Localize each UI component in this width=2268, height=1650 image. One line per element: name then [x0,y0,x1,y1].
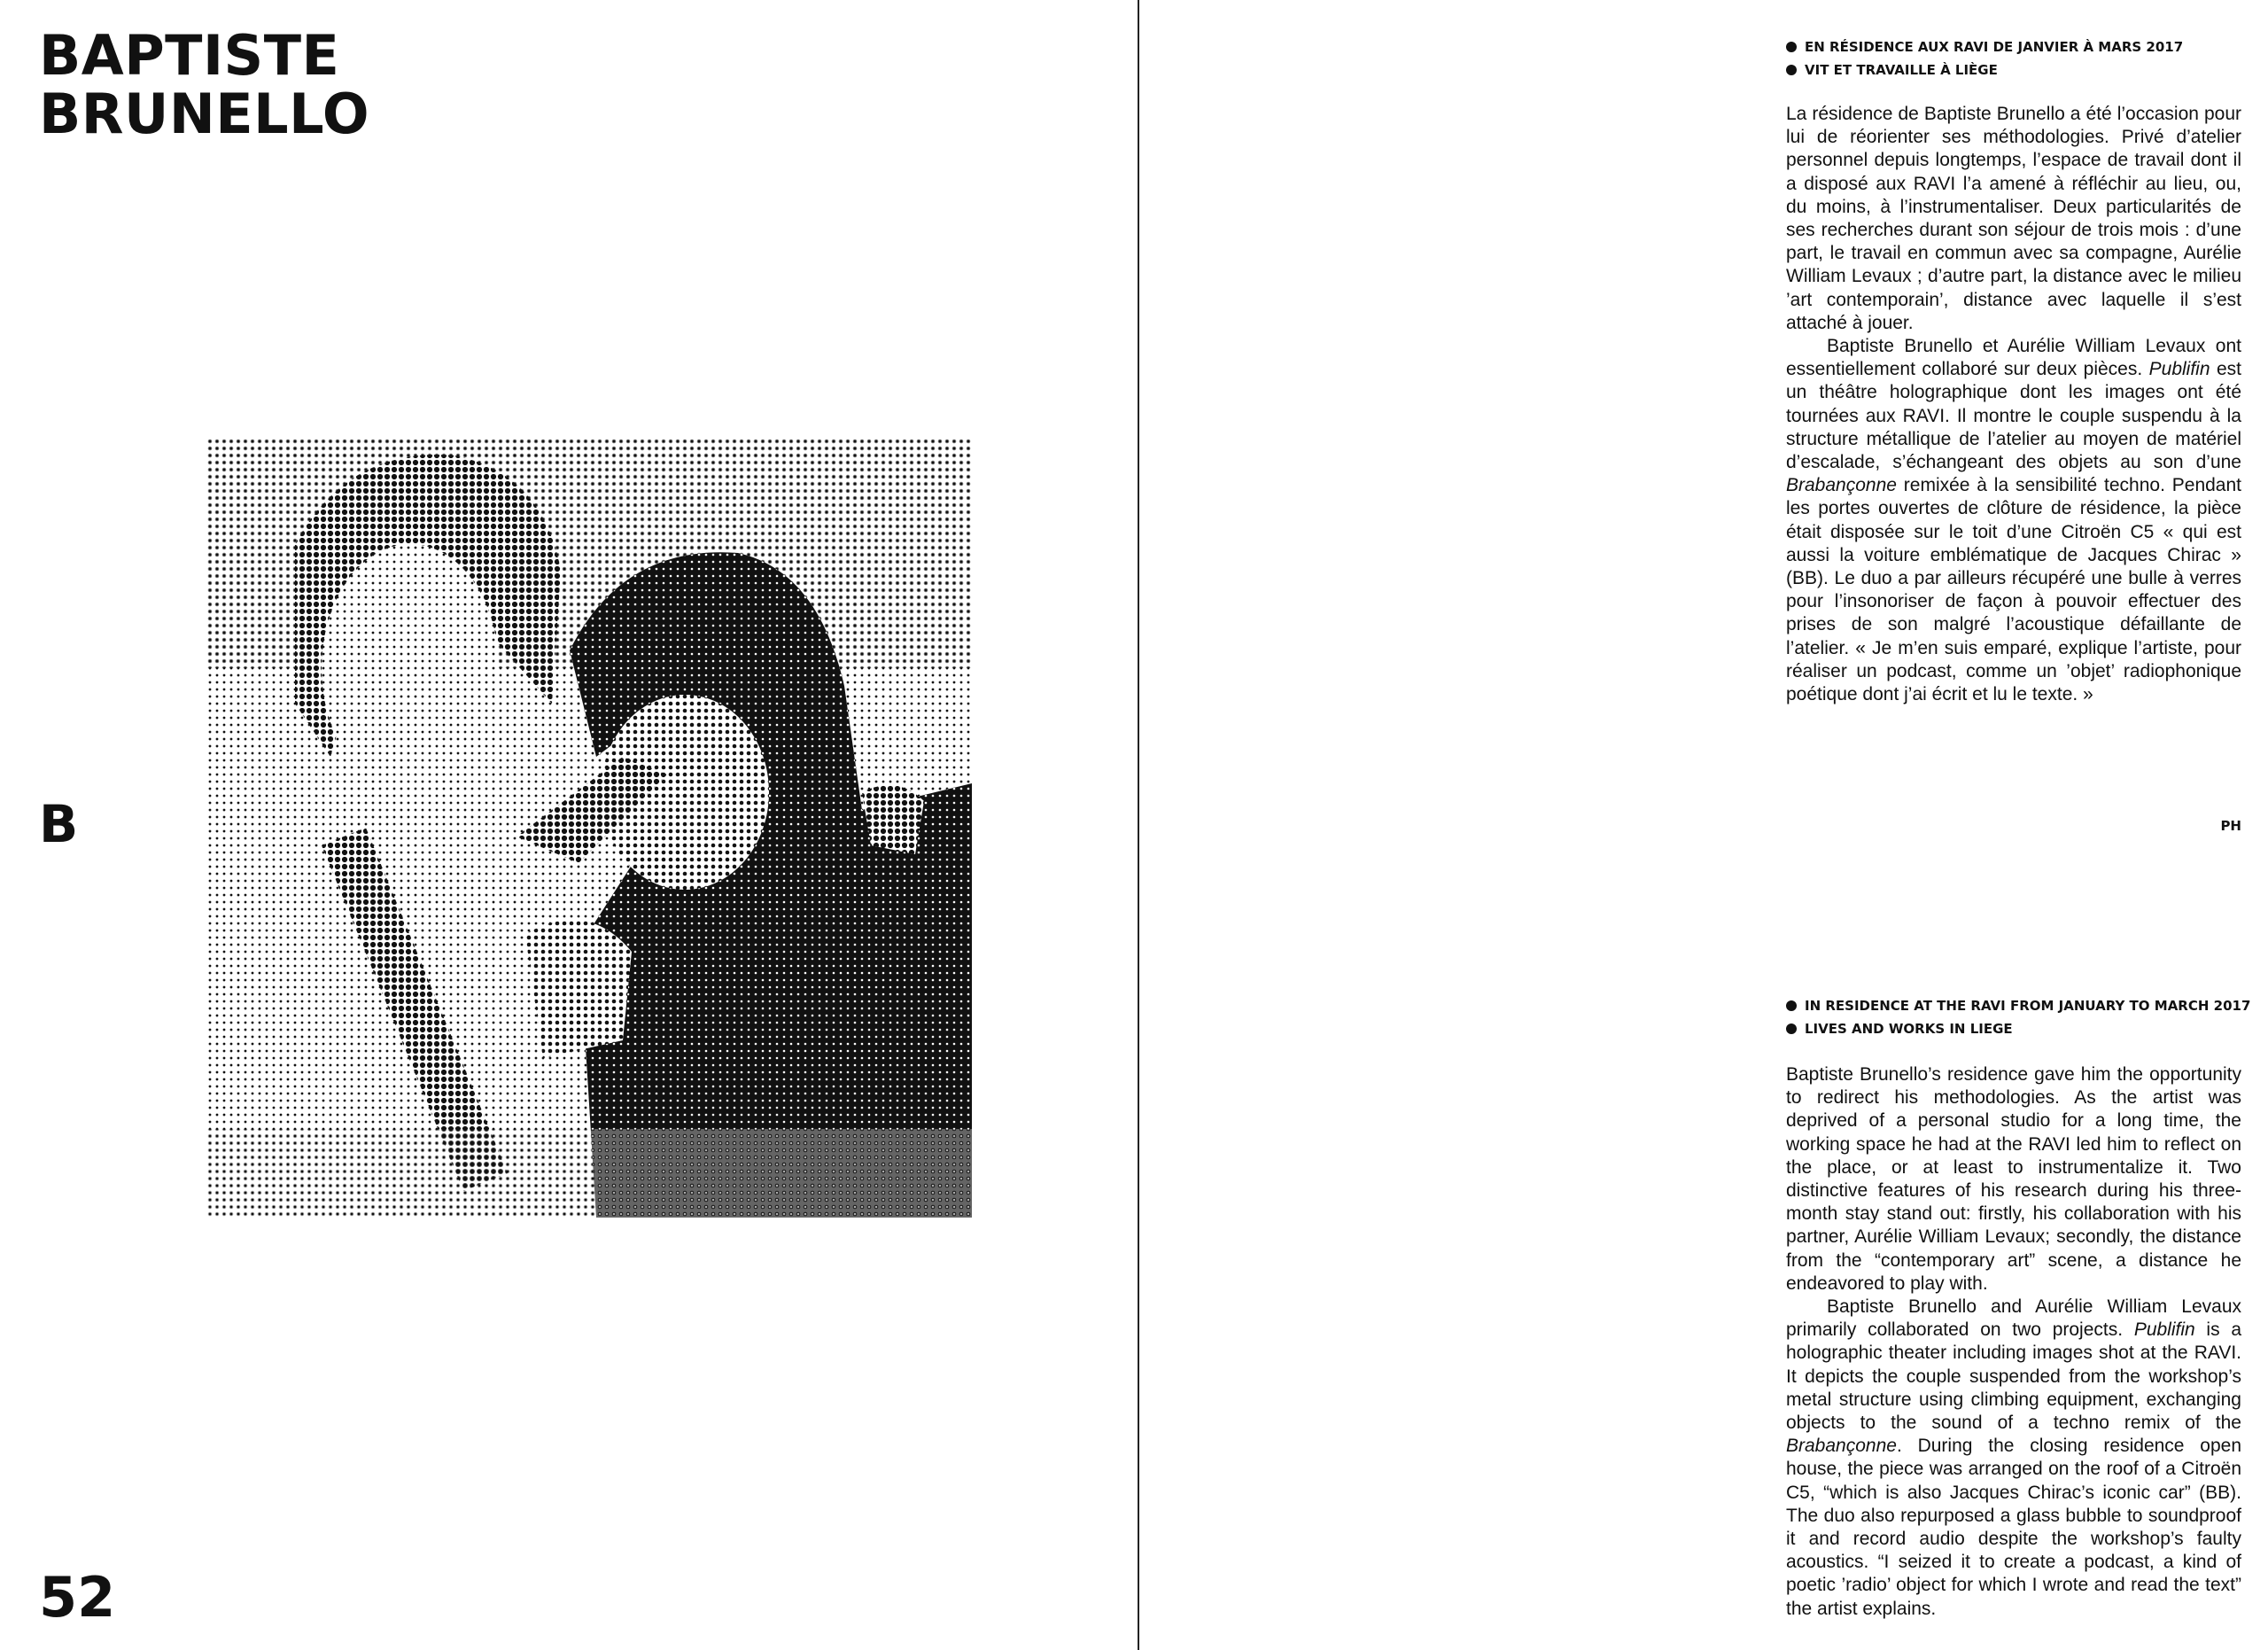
page-number: 52 [39,1565,116,1630]
body-paragraph [1786,1296,2241,1621]
text-run: Baptiste Brunello’s residence gave him the opportunity to redirect his methodologies. As the artist was deprived of a personal studio for a long time, the working space he had at the RAVI led him to reflect on the place, or at least to instrumentalize it. Two distinctive features of his research during his three-month stay stand out: firstly, his collaboration with his partner, Aurélie William Levaux; secondly, the distance from the “contemporary art” scene, a distance he endeavored to play with. [1786,1064,2241,1294]
italic-title: Publifin [2148,359,2210,380]
artist-name [39,23,370,146]
english-body-text [1786,1063,2241,1621]
french-body-text [1786,103,2241,706]
italic-title: Publifin [2133,1319,2195,1341]
text-run: Baptiste Brunello and Aurélie William Levaux primarily collaborated on two projects. [1786,1296,2241,1341]
residence-period-fr: EN RÉSIDENCE AUX RAVI DE JANVIER À MARS 2017 [1786,35,2264,58]
text-run: remixée à la sensibilité techno. Pendant les portes ouvertes de clôture de résidence, la pièce était disposée sur le toit d’une Citroën C5 « qui est aussi la voiture emblématique de Jacques Chirac » (BB). Le duo a par ailleurs récupéré une bulle à verres pour l’insonoriser de façon à pouvoir effectuer des prises de son malgré l’acoustique défaillante de l’atelier. « Je m’en suis emparé, explique l’artiste, pour réaliser un podcast, comme un ’objet’ radiophonique poétique dont j’ai écrit et lu le texte. » [1786,475,2241,705]
bullet-dot-icon [1786,42,1797,52]
french-residence-info [1786,35,2264,82]
alphabetical-index-letter: B [39,794,79,854]
body-paragraph [1786,103,2241,335]
italic-title: Brabançonne [1786,475,1897,496]
text-run: . During the closing residence open house, the piece was arranged on the roof of a Citroën C5, “which is also Jacques Chirac’s iconic car” (BB). The duo also repurposed a glass bubble to soundproof it and record audio despite the workshop’s faulty acoustics. “I seized it to create a podcast, a kind of poetic ’radio’ object for which I wrote and read the text” the artist explains. [1786,1436,2241,1619]
artist-last-name: BRUNELLO [39,82,370,146]
artist-first-name: BAPTISTE [39,23,340,88]
english-residence-info [1786,994,2264,1040]
body-paragraph [1786,1063,2241,1296]
lives-works-fr: VIT ET TRAVAILLE À LIÈGE [1786,58,2264,82]
halftone-portrait-photo [206,438,972,1218]
text-run: is a holographic theater including images shot at the RAVI. It depicts the couple suspended from the workshop’s metal structure using climbing equipment, exchanging objects to the sound of a techno remix of the [1786,1319,2242,1434]
author-initials: PH [2220,818,2241,834]
body-paragraph [1786,335,2241,706]
bullet-dot-icon [1786,65,1797,75]
right-page [1139,0,2268,1650]
text-run: est un théâtre holographique dont les images ont été tournées aux RAVI. Il montre le couple suspendu à la structure métallique de l’atelier au moyen de matériel d’escalade, s’échangeant des objets au son d’une [1786,359,2241,473]
lives-works-en: LIVES AND WORKS IN LIEGE [1786,1017,2264,1040]
residence-period-en: IN RESIDENCE AT THE RAVI FROM JANUARY TO MARCH 2017 [1786,994,2264,1017]
italic-title: Brabançonne [1786,1436,1897,1457]
bullet-dot-icon [1786,1000,1797,1011]
text-run: La résidence de Baptiste Brunello a été l’occasion pour lui de réorienter ses méthodologies. Privé d’atelier personnel depuis longtemps, l’espace de travail dont il a disposé aux RAVI l’a amené à réfléchir au lieu, ou, du moins, à l’instrumentaliser. Deux particularités de ses recherches durant son séjour de trois mois : d’une part, le travail en commun avec sa compagne, Aurélie William Levaux ; d’autre part, la distance avec le milieu ’art contemporain’, distance avec laquelle il s’est attaché à jouer. [1786,104,2241,333]
bullet-dot-icon [1786,1023,1797,1034]
text-run: Baptiste Brunello et Aurélie William Levaux ont essentiellement collaboré sur deux pièces. [1786,336,2241,380]
